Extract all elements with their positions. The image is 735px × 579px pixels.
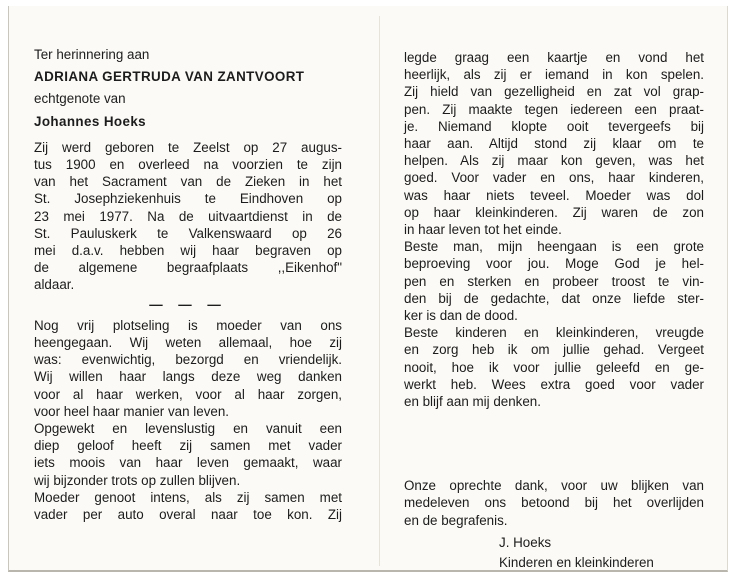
- signature-family: Kinderen en kleinkinderen: [499, 555, 654, 571]
- text-line: en de begrafenis.: [404, 512, 508, 528]
- section-divider: — — —: [149, 296, 227, 312]
- text-line: beproeving voor jou. Moge God je hel-: [404, 256, 704, 272]
- card-fold-line: [379, 16, 380, 566]
- spouse-name: Johannes Hoeks: [34, 113, 147, 129]
- text-line: nooit, hoe ik voor jullie geleefd en ge-: [404, 359, 704, 375]
- text-line: Beste man, mijn heengaan is een grote: [404, 239, 704, 255]
- tribute-continued-paragraph: [404, 49, 704, 238]
- text-line: goed. Voor vader en ons, haar kinderen,: [404, 170, 704, 186]
- text-line: den bij de gedachte, dat onze liefde ster-: [404, 290, 704, 306]
- text-line: en zorg heb ik om jullie gehad. Vergeet: [404, 342, 704, 358]
- text-line: was: evenwichtig, bezorgd en vriendelijk.: [34, 352, 342, 368]
- text-line: vader per auto overal naar toe kon. Zij: [34, 507, 342, 523]
- memorial-card: [8, 6, 728, 572]
- text-line: helpen. Als zij maar kon geven, was het: [404, 153, 704, 169]
- text-line: was haar niets teveel. Moeder was dol: [404, 187, 704, 203]
- text-line: Wij willen haar langs deze weg danken: [34, 369, 342, 385]
- text-line: mei d.a.v. hebben wij haar begraven op: [34, 243, 342, 259]
- text-line: de algemene begraafplaats ,,Eikenhof": [34, 260, 342, 276]
- right-column: [404, 49, 704, 571]
- text-line: diep geloof heeft zij samen met vader: [34, 438, 342, 454]
- text-line: voor heel haar manier van leven.: [34, 403, 230, 419]
- text-line: Opgewekt en levenslustig en vanuit een: [34, 421, 342, 437]
- thanks-paragraph: [404, 477, 704, 529]
- text-line: wij bijzonder trots op zullen blijven.: [34, 472, 241, 488]
- text-line: Zij hield van gezelligheid en zat vol grap-: [404, 84, 704, 100]
- text-line: heengegaan. Wij weten allemaal, hoe zij: [34, 335, 342, 351]
- message-to-children: [404, 324, 704, 410]
- text-line: Onze oprechte dank, voor uw blijken van: [404, 478, 704, 494]
- text-line: ker is dan de dood.: [404, 308, 518, 324]
- text-line: St. Josephziekenhuis te Eindhoven op: [34, 191, 342, 207]
- biography-paragraph: [34, 139, 342, 294]
- tribute-paragraph: [34, 317, 342, 523]
- text-line: op haar kleinkinderen. Zij waren de zon: [404, 204, 704, 220]
- text-line: Nog vrij plotseling is moeder van ons: [34, 317, 342, 333]
- deceased-name: ADRIANA GERTRUDA VAN ZANTVOORT: [34, 69, 305, 85]
- text-line: in haar leven tot het einde.: [404, 222, 562, 238]
- text-line: Zij werd geboren te Zeelst op 27 augus-: [34, 139, 342, 155]
- message-to-husband: [404, 238, 704, 324]
- text-line: je. Niemand klopte ooit tevergeefs bij: [404, 118, 704, 134]
- text-line: 23 mei 1977. Na de uitvaartdienst in de: [34, 208, 342, 224]
- text-line: legde graag een kaartje en vond het: [404, 50, 704, 65]
- text-line: en blijf aan mij denken.: [404, 394, 541, 410]
- text-line: haar aan. Altijd stond zij klaar om te: [404, 136, 704, 152]
- text-line: Moeder genoot intens, als zij samen met: [34, 489, 342, 505]
- text-line: medeleven ons betoond bij het overlijden: [404, 495, 704, 511]
- text-line: heerlijk, als zij er iemand in kon spelen.: [404, 67, 704, 83]
- text-line: Beste kinderen en kleinkinderen, vreugde: [404, 325, 704, 341]
- text-line: aldaar.: [34, 277, 75, 293]
- text-line: pen. Zij maakte tegen iedereen een praat-: [404, 101, 704, 117]
- signature-name: J. Hoeks: [499, 534, 552, 550]
- text-line: pen en sterken en probeer troost te vin-: [404, 273, 704, 289]
- spouse-label: echtgenote van: [34, 91, 126, 107]
- text-line: voor al haar werken, voor al haar zorgen,: [34, 386, 342, 402]
- left-column: [34, 46, 342, 523]
- text-line: tus 1900 en overleed na voorzien te zijn: [34, 157, 342, 173]
- text-line: iets moois van haar leven gemaakt, waar: [34, 455, 342, 471]
- text-line: werkt heb. Wees extra goed voor vader: [404, 376, 704, 392]
- text-line: van het Sacrament van de Zieken in het: [34, 174, 342, 190]
- intro-text: Ter herinnering aan: [34, 47, 150, 62]
- text-line: St. Pauluskerk te Valkenswaard op 26: [34, 225, 342, 241]
